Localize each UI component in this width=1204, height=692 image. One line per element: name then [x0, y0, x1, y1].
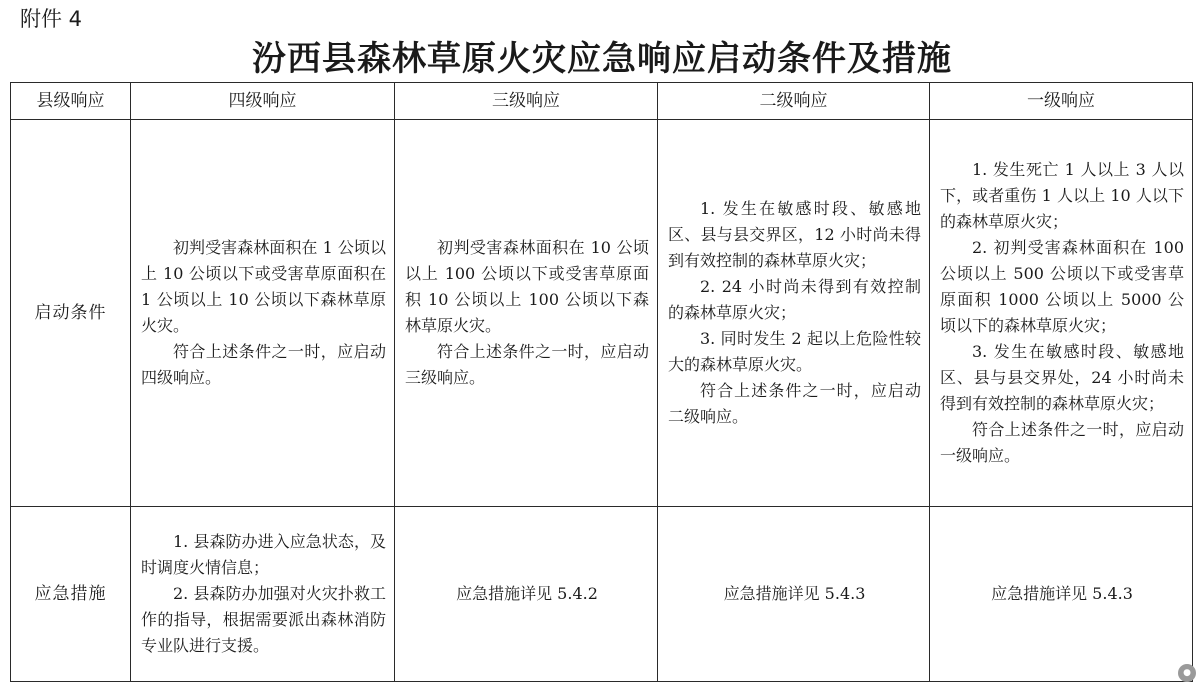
cell-paragraph: 1. 县森防办进入应急状态，及时调度火情信息； [141, 532, 386, 577]
header-level-4: 四级响应 [131, 83, 395, 120]
cell-paragraph: 2. 初判受害森林面积在 100 公顷以上 500 公顷以下或受害草原面积 1000 公顷以上 5000 公顷以下的森林草原火灾； [940, 238, 1184, 335]
cell-paragraph: 2. 24 小时尚未得到有效控制的森林草原火灾； [668, 277, 921, 322]
cell-paragraph: 3. 发生在敏感时段、敏感地区、县与县交界处，24 小时尚未得到有效控制的森林草原火灾； [940, 342, 1184, 413]
row-label-emergency-measures: 应急措施 [11, 507, 131, 682]
response-table [10, 82, 1193, 682]
header-county-response: 县级响应 [11, 83, 131, 120]
cell-start-level-3 [395, 120, 658, 507]
table-row-emergency-measures [11, 507, 1193, 682]
cell-paragraph: 1. 发生在敏感时段、敏感地区、县与县交界区，12 小时尚未得到有效控制的森林草原火灾； [668, 199, 921, 270]
header-level-3: 三级响应 [395, 83, 658, 120]
row-label-start-conditions: 启动条件 [11, 120, 131, 507]
attachment-label: 附件 4 [20, 7, 83, 31]
cell-paragraph: 初判受害森林面积在 1 公顷以上 10 公顷以下或受害草原面积在 1 公顷以上 10 公顷以下森林草原火灾。 [141, 238, 386, 335]
cell-measures-level-3 [395, 507, 658, 682]
cell-paragraph: 3. 同时发生 2 起以上危险性较大的森林草原火灾。 [668, 329, 921, 374]
cell-paragraph: 应急措施详见 5.4.3 [723, 584, 866, 603]
cell-start-level-1 [930, 120, 1193, 507]
header-level-1: 一级响应 [930, 83, 1193, 120]
table-row-start-conditions [11, 120, 1193, 507]
header-row [11, 83, 1193, 120]
cell-paragraph: 应急措施详见 5.4.2 [456, 584, 598, 603]
cell-paragraph: 符合上述条件之一时，应启动四级响应。 [141, 342, 386, 387]
cell-paragraph: 符合上述条件之一时，应启动二级响应。 [668, 381, 921, 426]
cell-measures-level-4 [131, 507, 395, 682]
cell-paragraph: 应急措施详见 5.4.3 [991, 584, 1133, 603]
cell-measures-level-1 [930, 507, 1193, 682]
cell-measures-level-2 [658, 507, 930, 682]
cell-paragraph: 1. 发生死亡 1 人以上 3 人以下，或者重伤 1 人以上 10 人以下的森林草原火灾； [940, 160, 1184, 231]
cell-paragraph: 符合上述条件之一时，应启动三级响应。 [405, 342, 649, 387]
cell-paragraph: 符合上述条件之一时，应启动一级响应。 [940, 420, 1184, 465]
cell-paragraph: 2. 县森防办加强对火灾扑救工作的指导，根据需要派出森林消防专业队进行支援。 [141, 584, 386, 655]
cell-start-level-4 [131, 120, 395, 507]
header-level-2: 二级响应 [658, 83, 930, 120]
cell-paragraph: 初判受害森林面积在 10 公顷以上 100 公顷以下或受害草原面积 10 公顷以上 100 公顷以下森林草原火灾。 [405, 238, 649, 335]
page-badge-icon: ● [1178, 664, 1196, 682]
document-title: 汾西县森林草原火灾应急响应启动条件及措施 [252, 39, 952, 79]
cell-start-level-2 [658, 120, 930, 507]
